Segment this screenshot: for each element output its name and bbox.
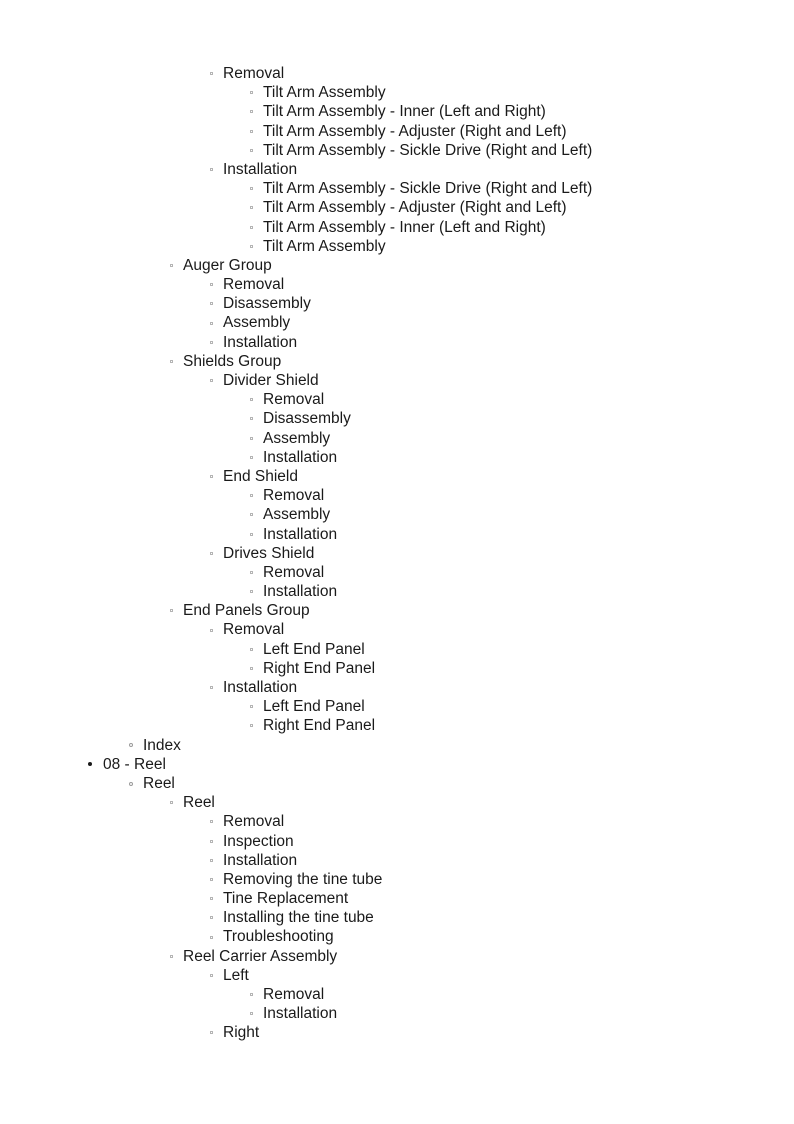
outline-item-label: Installation (223, 851, 298, 869)
outline-item-label: Inspection (223, 832, 294, 850)
outline-item (0, 716, 794, 735)
outline-item-label: Right End Panel (263, 717, 376, 735)
outline-item (0, 371, 794, 390)
outline-item-label: Reel (143, 774, 175, 792)
outline-item-label: Assembly (263, 506, 331, 524)
outline-item-label: End Shield (223, 467, 298, 485)
outline-item-label: Installation (263, 583, 338, 601)
outline-item-label: Tine Replacement (223, 890, 349, 908)
bullet-icon (246, 179, 256, 198)
bullet-icon (206, 832, 216, 851)
outline-item (0, 774, 794, 793)
outline-item (0, 812, 794, 831)
outline-item-label: Installation (223, 333, 298, 351)
outline-item-label: Tilt Arm Assembly - Adjuster (Right and Left) (263, 199, 567, 217)
bullet-icon (246, 83, 256, 102)
outline-item-label: Troubleshooting (223, 928, 334, 946)
bullet-icon (206, 678, 216, 697)
outline-item (0, 275, 794, 294)
outline-item-label: Assembly (263, 429, 331, 447)
outline-item-label: Tilt Arm Assembly - Inner (Left and Right) (263, 218, 546, 236)
bullet-icon (206, 889, 216, 908)
bullet-icon (206, 620, 216, 639)
bullet-icon (246, 505, 256, 524)
bullet-icon (246, 409, 256, 428)
bullet-icon (246, 563, 256, 582)
outline-item (0, 409, 794, 428)
bullet-icon (246, 218, 256, 237)
bullet-icon (206, 64, 216, 83)
bullet-icon (206, 966, 216, 985)
outline-item (0, 141, 794, 160)
bullet-icon (206, 294, 216, 313)
bullet-icon (246, 237, 256, 256)
outline-item-label: Tilt Arm Assembly - Sickle Drive (Right and Left) (263, 180, 593, 198)
bullet-icon (206, 467, 216, 486)
bullet-icon (246, 390, 256, 409)
outline-item (0, 832, 794, 851)
outline-item-label: Disassembly (263, 410, 351, 428)
bullet-icon (246, 985, 256, 1004)
bullet-icon (166, 256, 176, 275)
bullet-icon (246, 486, 256, 505)
bullet-icon (206, 313, 216, 332)
bullet-icon (206, 160, 216, 179)
outline-item (0, 102, 794, 121)
bullet-icon (206, 812, 216, 831)
outline-item-label: Reel (183, 794, 215, 812)
bullet-icon (126, 736, 136, 755)
outline-item (0, 448, 794, 467)
outline-item-label: Removal (223, 276, 285, 294)
bullet-icon (206, 1023, 216, 1042)
outline-item-label: Index (143, 736, 181, 754)
outline-item (0, 237, 794, 256)
outline-item (0, 333, 794, 352)
outline-item-label: Right (223, 1024, 260, 1042)
bullet-icon (166, 601, 176, 620)
outline-item-label: Removal (223, 65, 285, 82)
outline-item-label: Right End Panel (263, 659, 376, 677)
bullet-icon (246, 525, 256, 544)
bullet-icon (206, 870, 216, 889)
outline-item-label: Auger Group (183, 256, 272, 274)
outline-item (0, 429, 794, 448)
outline-item (0, 198, 794, 217)
outline-item (0, 313, 794, 332)
bullet-icon (246, 102, 256, 121)
outline-item (0, 927, 794, 946)
outline-item-label: Tilt Arm Assembly - Inner (Left and Right) (263, 103, 546, 121)
outline-item (0, 544, 794, 563)
outline-item (0, 601, 794, 620)
outline-item-label: Tilt Arm Assembly - Adjuster (Right and Left) (263, 122, 567, 140)
outline-item (0, 678, 794, 697)
bullet-icon (246, 582, 256, 601)
outline-item-label: Removal (263, 563, 325, 581)
outline-item (0, 697, 794, 716)
bullet-icon (206, 275, 216, 294)
outline-item (0, 122, 794, 141)
outline-item-label: Disassembly (223, 295, 311, 313)
outline-item (0, 966, 794, 985)
outline-item (0, 620, 794, 639)
outline-item-label: Tilt Arm Assembly - Sickle Drive (Right and Left) (263, 141, 593, 159)
bullet-icon (246, 640, 256, 659)
outline-item (0, 563, 794, 582)
outline-item (0, 908, 794, 927)
outline-item (0, 1023, 794, 1042)
outline-item (0, 352, 794, 371)
outline-item-label: Installing the tine tube (223, 909, 374, 927)
outline-item-label: Installation (263, 525, 338, 543)
outline-item (0, 582, 794, 601)
outline-item (0, 64, 794, 83)
outline-item-label: Removal (263, 986, 325, 1003)
outline-item-label: Left End Panel (263, 640, 365, 658)
outline-item (0, 256, 794, 275)
outline-item-label: Installation (223, 160, 298, 178)
bullet-icon (246, 448, 256, 467)
outline-item-label: Assembly (223, 314, 291, 332)
bullet-icon (206, 927, 216, 946)
bullet-icon (206, 544, 216, 563)
bullet-icon (246, 697, 256, 716)
bullet-icon (206, 371, 216, 390)
outline-item-label: Installation (263, 1005, 338, 1023)
bullet-icon (166, 793, 176, 812)
outline-item (0, 659, 794, 678)
bullet-icon (246, 659, 256, 678)
outline-item (0, 889, 794, 908)
bullet-icon (246, 716, 256, 735)
bullet-icon (166, 947, 176, 966)
table-of-contents-outline (0, 64, 794, 1043)
outline-item-label: Installation (223, 679, 298, 696)
bullet-icon (246, 141, 256, 160)
bullet-icon (206, 908, 216, 927)
outline-item (0, 160, 794, 179)
outline-item-label: Removal (263, 487, 325, 505)
outline-item-label: Shields Group (183, 352, 282, 370)
outline-item-label: Divider Shield (223, 372, 319, 389)
outline-item (0, 486, 794, 505)
outline-item (0, 793, 794, 812)
outline-item-label: End Panels Group (183, 602, 310, 620)
outline-item-label: Left (223, 966, 249, 984)
bullet-icon (166, 352, 176, 371)
outline-item (0, 83, 794, 102)
outline-item-label: Removal (223, 813, 285, 831)
outline-item (0, 467, 794, 486)
bullet-icon (246, 198, 256, 217)
outline-item (0, 218, 794, 237)
outline-item (0, 947, 794, 966)
outline-item (0, 755, 794, 774)
outline-item (0, 1004, 794, 1023)
outline-item (0, 179, 794, 198)
outline-item (0, 505, 794, 524)
outline-item (0, 851, 794, 870)
outline-item-label: Left End Panel (263, 698, 365, 716)
outline-item-label: Tilt Arm Assembly (263, 84, 386, 102)
outline-item-label: Drives Shield (223, 544, 315, 562)
outline-item (0, 294, 794, 313)
bullet-icon (85, 755, 95, 774)
outline-item (0, 390, 794, 409)
outline-item (0, 985, 794, 1004)
outline-item (0, 736, 794, 755)
outline-item-label: Removing the tine tube (223, 870, 383, 888)
outline-item (0, 525, 794, 544)
outline-item-label: Removal (263, 391, 325, 409)
bullet-icon (126, 774, 136, 793)
outline-item (0, 640, 794, 659)
bullet-icon (206, 333, 216, 352)
bullet-icon (246, 429, 256, 448)
outline-item-label: Installation (263, 448, 338, 466)
outline-item-label: Reel Carrier Assembly (183, 947, 338, 965)
outline-item-label: Tilt Arm Assembly (263, 237, 386, 255)
outline-item (0, 870, 794, 889)
outline-item-label: Removal (223, 621, 285, 639)
outline-item-label: 08 - Reel (103, 755, 166, 773)
bullet-icon (246, 1004, 256, 1023)
bullet-icon (246, 122, 256, 141)
bullet-icon (206, 851, 216, 870)
